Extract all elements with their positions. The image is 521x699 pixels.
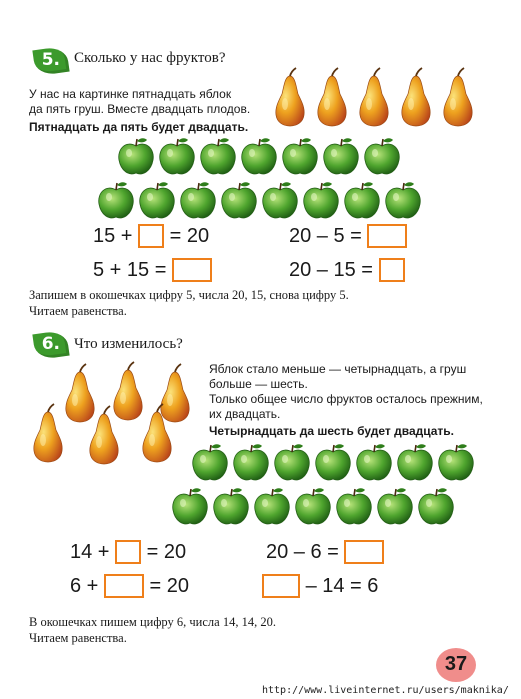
- answer-box[interactable]: [262, 574, 300, 598]
- task-6-number: 6.: [41, 334, 61, 355]
- task-6-text-line1: Яблок стало меньше — четырнадцать, а груш: [209, 362, 467, 376]
- page-number-badge: [436, 648, 476, 682]
- task-6-note-line1: В окошечках пишем цифру 6, числа 14, 14, 20.: [29, 615, 276, 629]
- pear: [34, 404, 62, 462]
- apples-row2-section6: [173, 488, 454, 524]
- apples-row1-section6: [193, 444, 474, 480]
- apple: [345, 182, 380, 218]
- apple: [263, 182, 298, 218]
- apple: [160, 138, 195, 174]
- equation-text: – 14 = 6: [305, 574, 379, 597]
- pear: [444, 68, 472, 126]
- apple: [324, 138, 359, 174]
- task-5-text-line2: да пять груш. Вместе двадцать плодов.: [29, 102, 251, 116]
- apple: [398, 444, 433, 480]
- pear: [161, 364, 189, 422]
- task-6-text-line2: больше — шесть.: [209, 377, 308, 391]
- pear: [90, 406, 118, 464]
- apple: [386, 182, 421, 218]
- apple: [201, 138, 236, 174]
- apple: [275, 444, 310, 480]
- apple: [419, 488, 454, 524]
- equation-text: 15 +: [93, 224, 133, 247]
- pear: [360, 68, 388, 126]
- pears-row-section5: [276, 68, 472, 126]
- answer-box[interactable]: [379, 258, 405, 282]
- task-6-title: Что изменилось?: [74, 336, 183, 352]
- task-5-bold-line: Пятнадцать да пять будет двадцать.: [29, 120, 249, 134]
- task-5-note-line2: Читаем равенства.: [29, 304, 127, 318]
- apple: [378, 488, 413, 524]
- apple: [119, 138, 154, 174]
- page-number: 37: [444, 653, 468, 675]
- equation-text: 6 +: [70, 574, 99, 597]
- apple: [439, 444, 474, 480]
- apple: [234, 444, 269, 480]
- pear: [318, 68, 346, 126]
- pear: [402, 68, 430, 126]
- apple: [283, 138, 318, 174]
- equation-text: 20 – 15 =: [289, 258, 373, 281]
- apple: [304, 182, 339, 218]
- pears-cluster-section6: [34, 362, 189, 464]
- task-6-bold-line: Четырнадцать да шесть будет двадцать.: [209, 424, 455, 438]
- answer-box[interactable]: [115, 540, 141, 564]
- apple: [173, 488, 208, 524]
- apple: [316, 444, 351, 480]
- apple: [296, 488, 331, 524]
- apple: [214, 488, 249, 524]
- task-6-equation-3: [70, 572, 189, 599]
- apple: [255, 488, 290, 524]
- task-5-number: 5.: [41, 50, 61, 71]
- task-5-equation-2: [289, 222, 407, 249]
- task-5-equation-3: [93, 256, 212, 283]
- equation-text: = 20: [149, 574, 189, 597]
- equation-text: 14 +: [70, 540, 110, 563]
- answer-box[interactable]: [172, 258, 212, 282]
- apple: [242, 138, 277, 174]
- task-6-note-line2: Читаем равенства.: [29, 631, 127, 645]
- task-5-title: Сколько у нас фруктов?: [74, 50, 226, 66]
- apple: [222, 182, 257, 218]
- equation-text: 20 – 6 =: [266, 540, 339, 563]
- apples-row1-section5: [119, 138, 400, 174]
- answer-box[interactable]: [367, 224, 407, 248]
- equation-text: 20 – 5 =: [289, 224, 362, 247]
- apple: [140, 182, 175, 218]
- watermark-url: http://www.liveinternet.ru/users/maknika/: [262, 683, 521, 699]
- equation-text: = 20: [169, 224, 210, 247]
- task-6-equation-1: [70, 538, 186, 565]
- apple: [181, 182, 216, 218]
- task-5-equation-1: [93, 222, 209, 249]
- apples-row2-section5: [99, 182, 421, 218]
- task-6-equation-2: [266, 538, 384, 565]
- apple: [99, 182, 134, 218]
- answer-box[interactable]: [138, 224, 164, 248]
- answer-box[interactable]: [104, 574, 144, 598]
- pear: [114, 362, 142, 420]
- pear: [66, 364, 94, 422]
- task-6-equation-4: [262, 572, 378, 599]
- apple: [357, 444, 392, 480]
- equation-text: = 20: [146, 540, 187, 563]
- task-5-text-line1: У нас на картинке пятнадцать яблок: [29, 87, 232, 101]
- task-6-text-line3: Только общее число фруктов осталось прежним,: [209, 392, 483, 406]
- task-5-note-line1: Запишем в окошечках цифру 5, числа 20, 15, снова цифру 5.: [29, 288, 349, 302]
- task-5-equation-4: [289, 256, 405, 283]
- apple: [337, 488, 372, 524]
- apple: [365, 138, 400, 174]
- equation-text: 5 + 15 =: [93, 258, 167, 281]
- answer-box[interactable]: [344, 540, 384, 564]
- task-6-text-line4: их двадцать.: [209, 407, 281, 421]
- apple: [193, 444, 228, 480]
- pear: [276, 68, 304, 126]
